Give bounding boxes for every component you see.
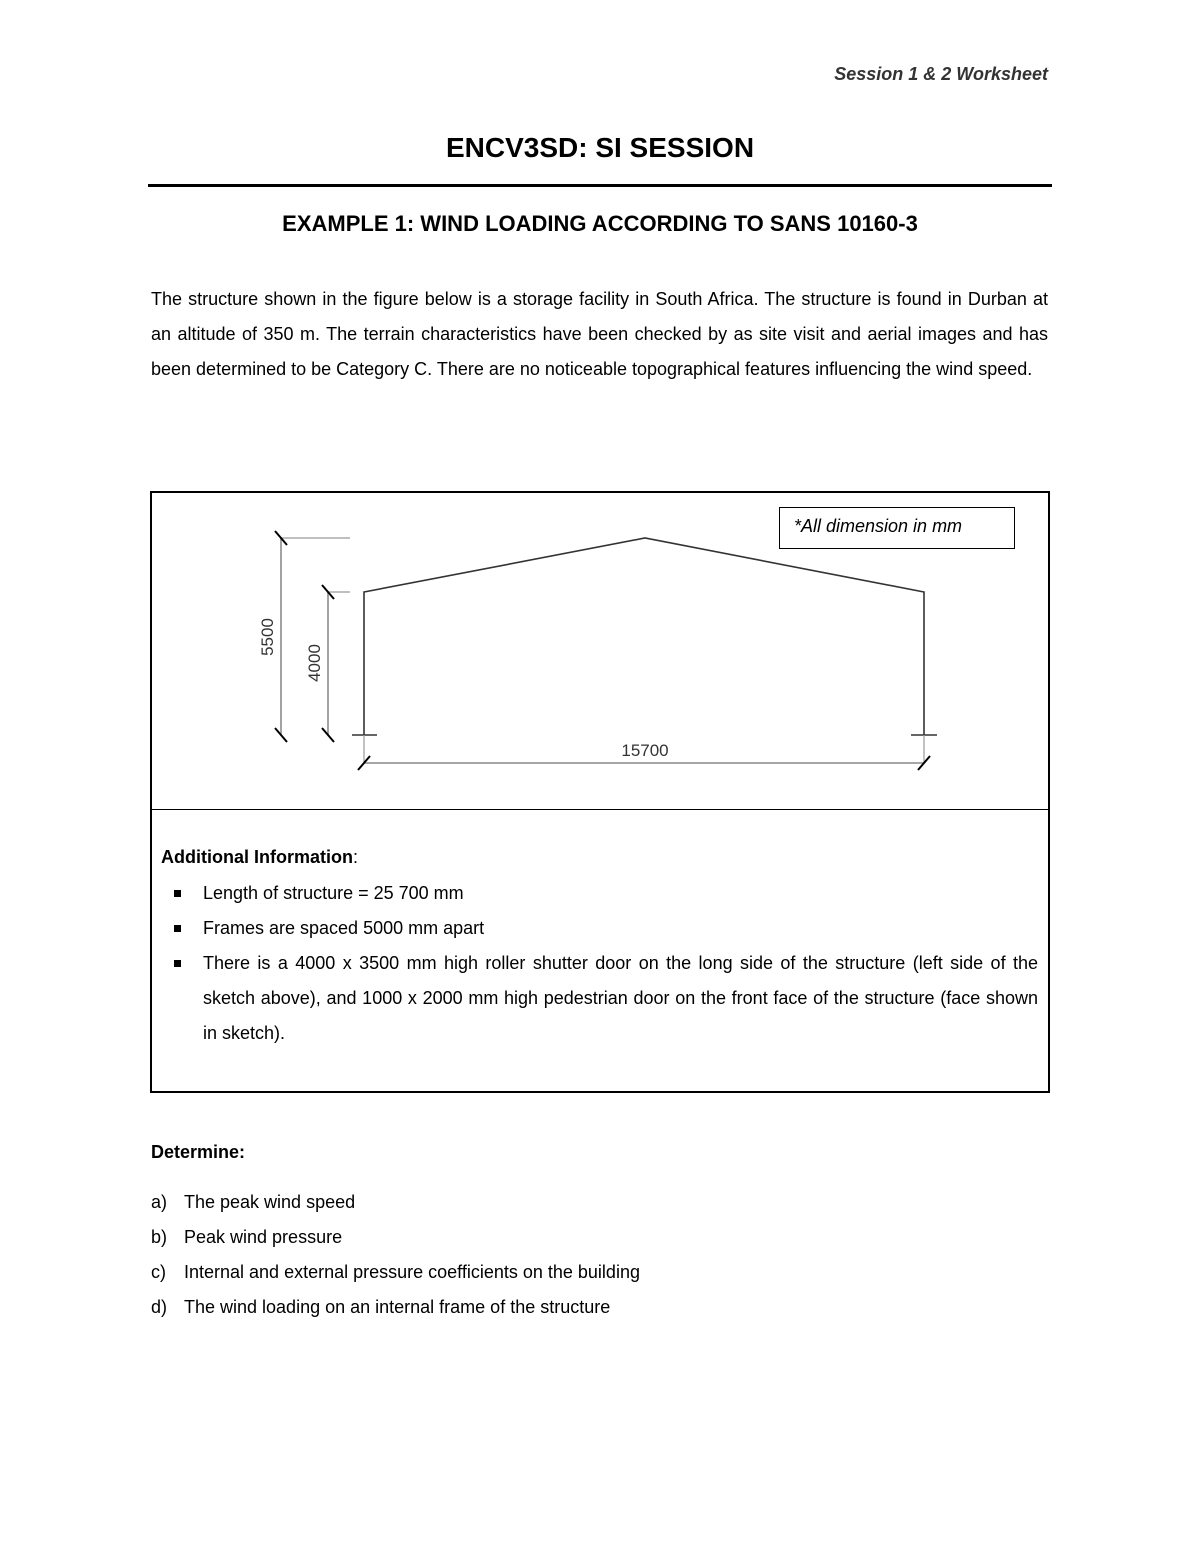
title-divider xyxy=(148,184,1052,187)
square-bullet-icon xyxy=(174,890,181,897)
example-title: EXAMPLE 1: WIND LOADING ACCORDING TO SANS 10160-3 xyxy=(282,211,918,236)
list-item xyxy=(174,911,1038,946)
frame-sketch xyxy=(152,493,1048,810)
additional-info-list xyxy=(174,876,1038,1051)
dimension-15700 xyxy=(358,735,930,770)
list-item xyxy=(151,1290,1048,1325)
list-item xyxy=(151,1220,1048,1255)
dim-15700-label: 15700 xyxy=(621,741,669,760)
list-item xyxy=(174,876,1038,911)
square-bullet-icon xyxy=(174,925,181,932)
task-letter: d) xyxy=(151,1297,168,1317)
document-title: ENCV3SD: SI SESSION xyxy=(445,132,755,163)
task-text: The wind loading on an internal frame of the structure xyxy=(184,1297,611,1317)
dimension-4000 xyxy=(305,585,350,742)
dimension-5500 xyxy=(258,531,350,742)
determine-heading: Determine: xyxy=(151,1142,246,1162)
square-bullet-icon xyxy=(174,960,181,967)
info-item-text: There is a 4000 x 3500 mm high roller shutter door on the long side of the structure (left side of the sketch above), and 1000 x 2000 mm high pedestrian door on the front face of the structure (face shown in sketch). xyxy=(203,953,1038,1043)
worksheet-header-note: Session 1 & 2 Worksheet xyxy=(834,64,1048,84)
task-text: The peak wind speed xyxy=(184,1192,356,1212)
figure-box xyxy=(150,491,1050,1093)
list-item xyxy=(151,1255,1048,1290)
task-text: Peak wind pressure xyxy=(184,1227,343,1247)
dimension-units-note: *All dimension in mm xyxy=(779,507,1015,549)
additional-info-heading-label: Additional Information xyxy=(161,847,353,867)
info-item-text: Frames are spaced 5000 mm apart xyxy=(203,918,485,938)
list-item xyxy=(151,1185,1048,1220)
info-item-text: Length of structure = 25 700 mm xyxy=(203,883,464,903)
task-text: Internal and external pressure coefficients on the building xyxy=(184,1262,640,1282)
portal-frame-outline xyxy=(364,538,924,735)
portal-frame xyxy=(352,538,937,735)
additional-info-heading xyxy=(161,847,358,868)
task-letter: a) xyxy=(151,1192,168,1212)
task-letter: b) xyxy=(151,1227,168,1247)
dim-4000-label: 4000 xyxy=(305,644,324,682)
determine-task-list xyxy=(151,1185,1048,1325)
dim-5500-label: 5500 xyxy=(258,618,277,656)
intro-paragraph: The structure shown in the figure below is a storage facility in South Africa. The structure is found in Durban at an altitude of 350 m. The terrain characteristics have been checked by as site visit and aerial images and has been determined to be Category C. There are no noticeable topographical features influencing the wind speed. xyxy=(151,289,1048,379)
additional-info-heading-colon: : xyxy=(352,847,358,867)
task-letter: c) xyxy=(151,1262,166,1282)
list-item xyxy=(174,946,1038,1051)
